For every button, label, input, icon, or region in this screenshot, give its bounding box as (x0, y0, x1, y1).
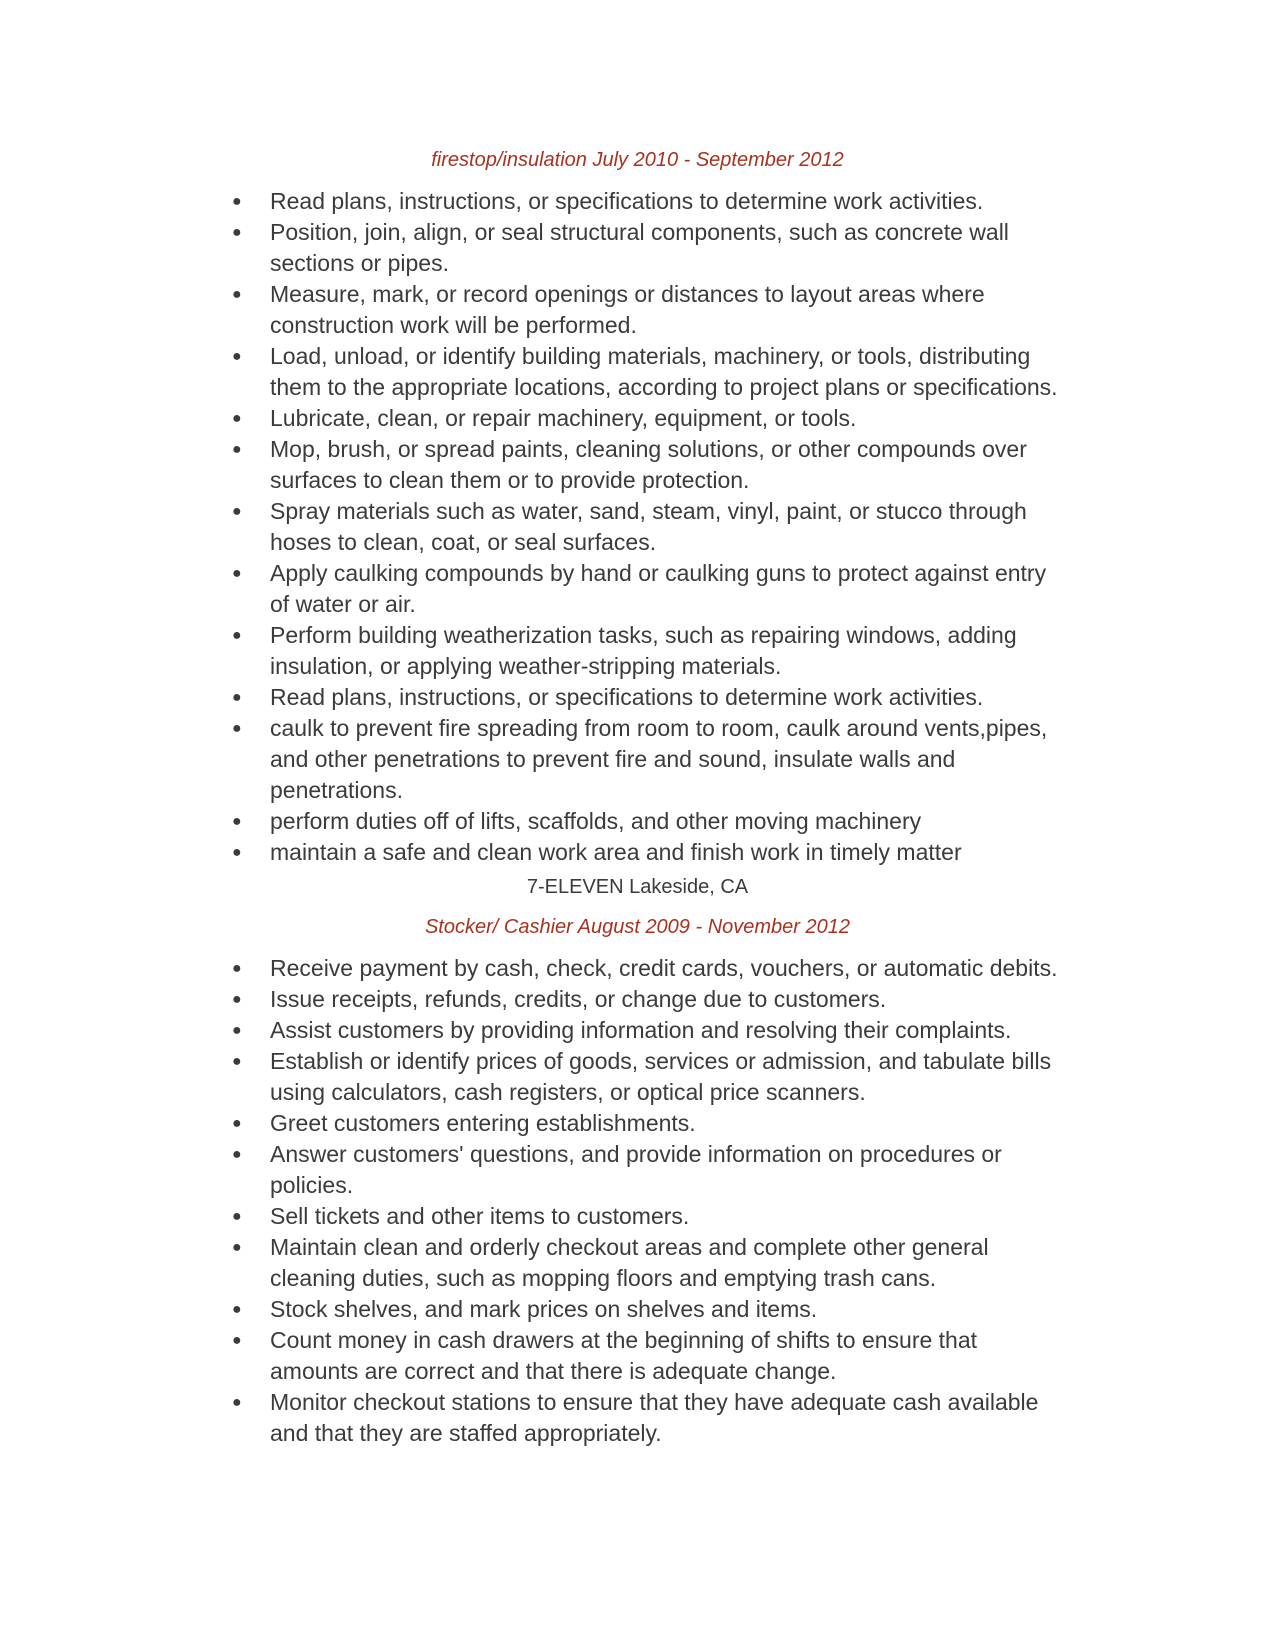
duty-item (0, 620, 1070, 682)
duty-text: Perform building weatherization tasks, such as repairing windows, adding insulation, or applying weather-stripping materials. (270, 622, 1017, 679)
bullet-icon: ● (232, 193, 242, 210)
duty-item (0, 1201, 1070, 1232)
duty-item (0, 341, 1070, 403)
duty-item (0, 1325, 1070, 1387)
duty-text: Establish or identify prices of goods, services or admission, and tabulate bills using calculators, cash registers, or optical price scanners. (270, 1048, 1052, 1105)
duty-item (0, 496, 1070, 558)
duty-text: Stock shelves, and mark prices on shelves and items. (270, 1296, 818, 1322)
duty-item (0, 558, 1070, 620)
duty-text: Position, join, align, or seal structural components, such as concrete wall sections or pipes. (270, 219, 1009, 276)
duty-item (0, 806, 1070, 837)
duty-text: Receive payment by cash, check, credit cards, vouchers, or automatic debits. (270, 955, 1058, 981)
duty-item (0, 713, 1070, 806)
duty-text: Sell tickets and other items to customers. (270, 1203, 690, 1229)
duty-text: Assist customers by providing information and resolving their complaints. (270, 1017, 1012, 1043)
duty-text: Read plans, instructions, or specifications to determine work activities. (270, 684, 984, 710)
duty-text: Apply caulking compounds by hand or caulking guns to protect against entry of water or air. (270, 560, 1047, 617)
bullet-icon: ● (232, 1022, 242, 1039)
duty-text: Count money in cash drawers at the beginning of shifts to ensure that amounts are correct and that there is adequate change. (270, 1327, 978, 1384)
job-title-firestop: firestop/insulation July 2010 - September 2012 (431, 149, 844, 171)
duty-item (0, 984, 1070, 1015)
bullet-icon: ● (232, 689, 242, 706)
bullet-icon: ● (232, 991, 242, 1008)
bullet-icon: ● (232, 1239, 242, 1256)
duty-text: Spray materials such as water, sand, steam, vinyl, paint, or stucco through hoses to clean, coat, or seal surfaces. (270, 498, 1027, 555)
duty-item (0, 837, 1070, 868)
duty-text: Answer customers' questions, and provide information on procedures or policies. (270, 1141, 1002, 1198)
duty-item (0, 682, 1070, 713)
bullet-icon: ● (232, 348, 242, 365)
duty-text: Issue receipts, refunds, credits, or change due to customers. (270, 986, 887, 1012)
bullet-icon: ● (232, 627, 242, 644)
duty-item (0, 1232, 1070, 1294)
bullet-icon: ● (232, 1208, 242, 1225)
bullet-icon: ● (232, 565, 242, 582)
duty-item (0, 953, 1070, 984)
duty-text: Measure, mark, or record openings or distances to layout areas where construction work will be performed. (270, 281, 985, 338)
bullet-icon: ● (232, 441, 242, 458)
duty-text: maintain a safe and clean work area and finish work in timely matter (270, 839, 962, 865)
bullet-icon: ● (232, 410, 242, 427)
duty-item (0, 403, 1070, 434)
duty-item (0, 1046, 1070, 1108)
bullet-icon: ● (232, 844, 242, 861)
bullet-icon: ● (232, 1115, 242, 1132)
duty-item (0, 1108, 1070, 1139)
bullet-icon: ● (232, 503, 242, 520)
employer-name: 7-ELEVEN Lakeside, CA (526, 876, 749, 898)
duty-text: Monitor checkout stations to ensure that they have adequate cash available and that they are staffed appropriately. (270, 1389, 1039, 1446)
duty-text: Greet customers entering establishments. (270, 1110, 696, 1136)
bullet-icon: ● (232, 286, 242, 303)
duty-item (0, 1387, 1070, 1449)
bullet-icon: ● (232, 1394, 242, 1411)
duty-list-cashier (0, 953, 1275, 1449)
duty-list-firestop (0, 186, 1275, 868)
duty-text: Read plans, instructions, or specifications to determine work activities. (270, 188, 984, 214)
bullet-icon: ● (232, 813, 242, 830)
duty-item (0, 434, 1070, 496)
duty-text: perform duties off of lifts, scaffolds, and other moving machinery (270, 808, 922, 834)
duty-text: Maintain clean and orderly checkout areas and complete other general cleaning duties, such as mopping floors and emptying trash cans. (270, 1234, 989, 1291)
duty-item (0, 279, 1070, 341)
bullet-icon: ● (232, 224, 242, 241)
bullet-icon: ● (232, 1332, 242, 1349)
bullet-icon: ● (232, 720, 242, 737)
bullet-icon: ● (232, 1301, 242, 1318)
duty-item (0, 1015, 1070, 1046)
bullet-icon: ● (232, 1053, 242, 1070)
duty-item (0, 186, 1070, 217)
bullet-icon: ● (232, 960, 242, 977)
duty-item (0, 217, 1070, 279)
duty-text: caulk to prevent fire spreading from room to room, caulk around vents,pipes, and other penetrations to prevent fire and sound, insulate walls and penetrations. (270, 715, 1048, 803)
duty-text: Load, unload, or identify building materials, machinery, or tools, distributing them to the appropriate locations, according to project plans or specifications. (270, 343, 1058, 400)
job-title-cashier: Stocker/ Cashier August 2009 - November 2012 (424, 916, 851, 938)
duty-text: Lubricate, clean, or repair machinery, equipment, or tools. (270, 405, 857, 431)
duty-item (0, 1294, 1070, 1325)
bullet-icon: ● (232, 1146, 242, 1163)
duty-item (0, 1139, 1070, 1201)
duty-text: Mop, brush, or spread paints, cleaning solutions, or other compounds over surfaces to clean them or to provide protection. (270, 436, 1027, 493)
